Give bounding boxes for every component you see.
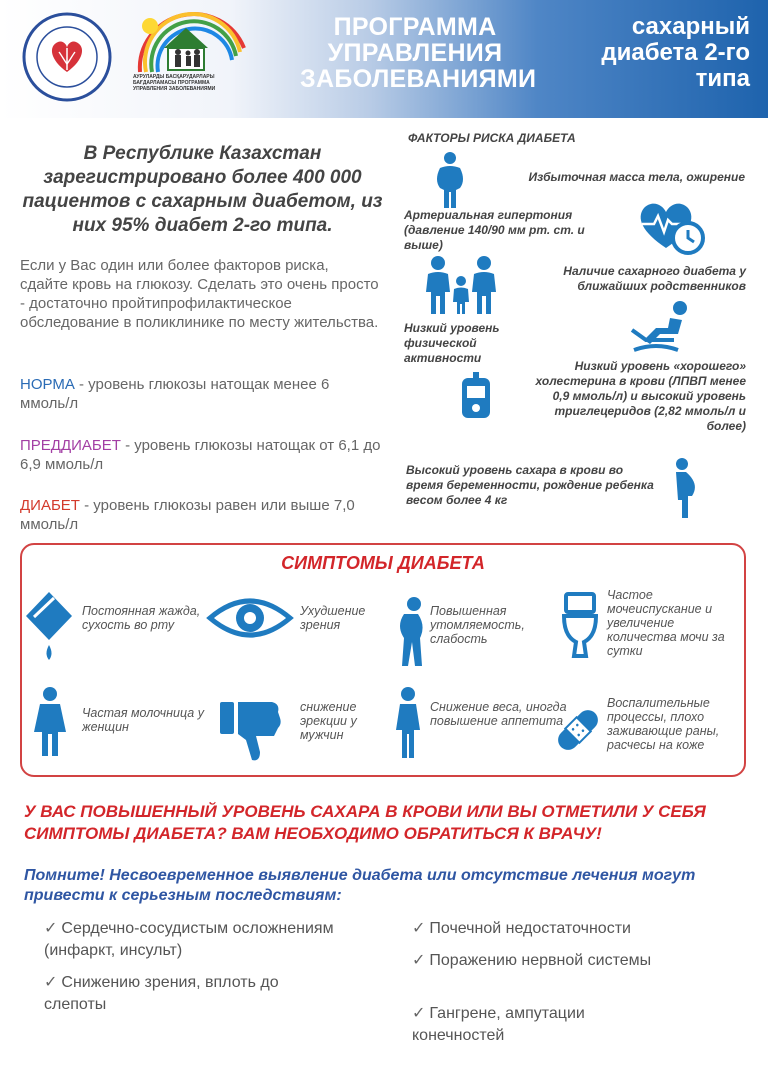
symptom-weight-loss: Снижение веса, иногда повышение аппетита bbox=[430, 700, 567, 728]
risk-low-activity: Низкий уровень физической активности bbox=[404, 321, 500, 365]
consequence-item bbox=[412, 918, 732, 940]
symptom-fatigue: Повышенная утомляемость, слабость bbox=[430, 604, 525, 646]
check-icon: ✓ bbox=[412, 920, 426, 937]
program-title: ПРОГРАММА УПРАВЛЕНИЯ ЗАБОЛЕВАНИЯМИ bbox=[300, 13, 537, 93]
diabetes-text: - уровень глюкозы равен или выше 7,0 ммоль/л bbox=[20, 497, 355, 533]
norma-label: НОРМА bbox=[20, 376, 75, 393]
family-house-logo bbox=[130, 8, 248, 74]
risk-hypertension: Артериальная гипертония (давление 140/90 мм рт. ст. и выше) bbox=[404, 208, 585, 252]
family-icon bbox=[424, 256, 498, 314]
consequence-text: Сердечно-сосудистым осложнениям (инфаркт, инсульт) bbox=[44, 920, 334, 959]
thumbs-down-icon bbox=[218, 696, 286, 764]
check-icon: ✓ bbox=[44, 974, 58, 991]
seal-lettering bbox=[22, 12, 112, 102]
symptom-thirst: Постоянная жажда, сухость во рту bbox=[82, 604, 201, 632]
symptom-thrush: Частая молочница у женщин bbox=[82, 706, 204, 734]
glucometer-icon bbox=[460, 372, 492, 418]
woman-icon bbox=[30, 686, 70, 758]
prediabetes-label: ПРЕДДИАБЕТ bbox=[20, 437, 121, 454]
consequence-item bbox=[44, 972, 344, 1016]
risk-overweight: Избыточная масса тела, ожирение bbox=[528, 170, 745, 184]
check-icon: ✓ bbox=[412, 952, 426, 969]
pregnant-woman-icon bbox=[668, 458, 702, 518]
check-icon: ✓ bbox=[44, 920, 58, 937]
heart-pressure-icon bbox=[636, 196, 706, 256]
toilet-icon bbox=[560, 590, 600, 660]
prediabetes-definition bbox=[20, 436, 382, 474]
prediabetes-text: - уровень глюкозы натощак от 6,1 до 6,9 ммоль/л bbox=[20, 437, 381, 473]
consequence-item bbox=[412, 1003, 652, 1047]
consequence-item bbox=[44, 918, 384, 962]
consequence-text: Гангрене, ампутации конечностей bbox=[412, 1005, 585, 1044]
symptom-erection: снижение эрекции у мужчин bbox=[300, 700, 357, 742]
diabetes-type-title: сахарный диабета 2-го типа bbox=[601, 13, 750, 92]
consequence-text: Поражению нервной системы bbox=[429, 952, 652, 969]
consequences-heading: Помните! Несвоевременное выявление диабета или отсутствие лечения могут привести к серьезным последствиям: bbox=[24, 867, 696, 904]
symptom-urination: Частое мочеиспускание и увеличение количества мочи за сутки bbox=[607, 588, 725, 658]
obese-person-icon bbox=[434, 152, 466, 208]
risk-factors-heading: ФАКТОРЫ РИСКА ДИАБЕТА bbox=[408, 131, 576, 145]
consequence-text: Почечной недостаточности bbox=[429, 920, 631, 937]
see-doctor-warning: У ВАС ПОВЫШЕННЫЙ УРОВЕНЬ САХАРА В КРОВИ ИЛИ ВЫ ОТМЕТИЛИ У СЕБЯ СИМПТОМЫ ДИАБЕТА? ВАМ НЕОБХОДИМО ОБРАТИТЬСЯ К ВРАЧУ! bbox=[24, 802, 706, 843]
reclining-chair-icon bbox=[626, 300, 694, 352]
screening-advice: Если у Вас один или более факторов риска, сдайте кровь на глюкозу. Сделать это очень просто - достаточно пройтипрофилактическое обследование в поликлинике по месту жительства. bbox=[20, 257, 379, 331]
check-icon: ✓ bbox=[412, 1005, 426, 1022]
symptoms-title: СИМПТОМЫ ДИАБЕТА bbox=[281, 553, 485, 573]
diabetes-definition bbox=[20, 496, 370, 534]
symptom-wounds: Воспалительные процессы, плохо заживающие раны, расчесы на коже bbox=[607, 696, 720, 752]
thin-person-icon bbox=[392, 686, 424, 760]
diabetes-label: ДИАБЕТ bbox=[20, 497, 80, 514]
registration-statistic: В Республике Казахстан зарегистрировано более 400 000 пациентов с сахарным диабетом, из них 95% диабет 2-го типа. bbox=[22, 143, 383, 236]
bandage-icon bbox=[552, 704, 604, 756]
water-drop-icon bbox=[24, 590, 74, 662]
risk-heredity: Наличие сахарного диабета у ближайших родственников bbox=[563, 264, 746, 293]
norma-text: - уровень глюкозы натощак менее 6 ммоль/л bbox=[20, 376, 330, 412]
symptom-vision: Ухудшение зрения bbox=[300, 604, 366, 632]
consequence-text: Снижению зрения, вплоть до слепоты bbox=[44, 974, 279, 1013]
norma-definition bbox=[20, 375, 380, 413]
eye-icon bbox=[206, 592, 294, 644]
risk-cholesterol: Низкий уровень «хорошего» холестерина в крови (ЛПВП менее 0,9 ммоль/л) и высокий уровень триглецеридов (2,82 ммоль/л и более) bbox=[535, 359, 746, 433]
consequence-item bbox=[412, 950, 652, 972]
risk-pregnancy: Высокий уровень сахара в крови во время беременности, рождение ребенка весом более 4 кг bbox=[406, 463, 654, 507]
tired-person-icon bbox=[392, 596, 432, 668]
logo-caption: АУРУЛАРДЫ БАСҚАРУДАРЛАРЫ БАҒДАРЛАМАСЫ ПРОГРАММА УПРАВЛЕНИЯ ЗАБОЛЕВАНИЯМИ bbox=[133, 74, 216, 92]
